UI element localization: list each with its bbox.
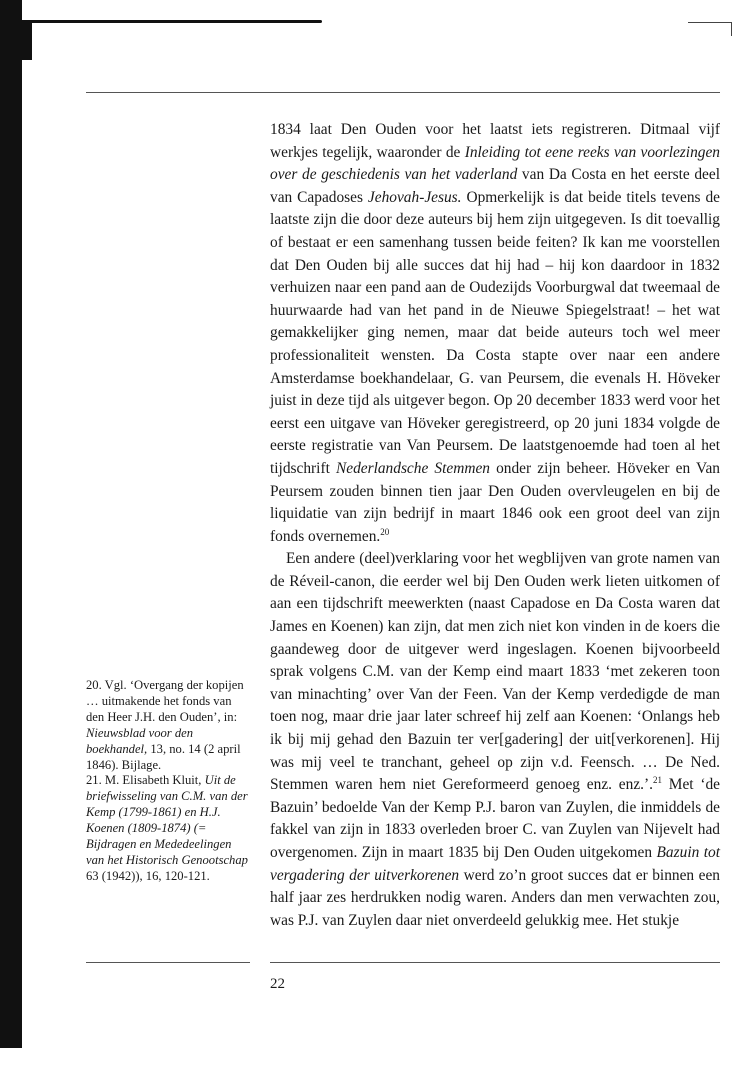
footer-rule (270, 962, 720, 963)
paragraph-2: Een andere (deel)verklaring voor het wegblijven van grote namen van de Réveil-canon, die eerder wel bij Den Ouden werk lieten uitkomen of aan een tijdschrift meewerkten (naast Capadose en Da Costa waren dat James en Koenen) kan zijn, dat men zich niet kon vinden in de koers die gaandeweg door de uitgever werd ingeslagen. Koenen bijvoorbeeld sprak volgens C.M. van der Kemp eind maart 1833 ‘met zekeren toon van minachting’ over Van der Feen. Van der Kemp verdedigde de man toen nog, maar drie jaar later schreef hij zelf aan Koenen: ‘Onlangs heb ik bij mij gehad den Bazuin ter ver[gadering] der uit[verkorenen]. Hij was mij veel te tranchant, geheel op zijn v.d. Feensch. … De Ned. Stemmen waren hem niet Gereformeerd genoeg enz. enz.’.$^{21}$ Met ‘de Bazuin’ bedoelde Van der Kemp P.J. baron van Zuylen, die inmiddels de fakkel van zijn in 1833 overleden broer C. van Zuylen van Nijevelt had overgenomen. Zijn in maart 1835 bij Den Ouden uitgekomen Bazuin tot vergadering der uitverkorenen werd zo’n groot succes dat er binnen een half jaar zes herdrukken nodig waren. Anders dan men verwachten zou, was P.J. van Zuylen daar niet onverdeeld gelukkig mee. Het stukje (270, 550, 721, 929)
scan-edge-shadow (0, 0, 22, 1048)
main-text-column (270, 119, 720, 932)
footnote-ref-21: 21 (652, 775, 662, 786)
footnote-20: 20. Vgl. ‘Overgang der kopijen … uitmakende het fonds van den Heer J.H. den Ouden’, in: Nieuwsblad voor den boekhandel, 13, no. 14 (2 april 1846). Bijlage. (86, 678, 244, 772)
footnote-21: 21. M. Elisabeth Kluit, Uit de briefwisseling van C.M. van der Kemp (1799-1861) en H.J. Koenen (1809-1874) (= Bijdragen en Mededeelingen van het Historisch Genootschap 63 (1942)), 16, 120-121. (86, 773, 248, 883)
header-rule (86, 92, 720, 93)
footnotes-column (86, 678, 252, 885)
page-number: 22 (270, 976, 285, 992)
crop-mark (688, 22, 732, 23)
paragraph-1: 1834 laat Den Ouden voor het laatst iets registreren. Ditmaal vijf werkjes tegelijk, waaronder de Inleiding tot eene reeks van voorlezingen over de geschiedenis van het vaderland van Da Costa en het eerste deel van Capadoses Jehovah-Jesus. Opmerkelijk is dat beide titels tevens de laatste zijn die door deze auteurs bij hem zijn uitgegeven. Is dit toevallig of bestaat er een samenhang tussen beide feiten? Ik kan me voorstellen dat Den Ouden bij alle succes dat hij had – hij kon daardoor in 1832 verhuizen naar een pand aan de Oudezijds Voorburgwal dat tweemaal de huurwaarde had van het pand in de Nieuwe Spiegelstraat! – het wat gemakkelijker ging nemen, maar dat beide auteurs toch wel meer professionaliteit wensten. Da Costa stapte over naar een andere Amsterdamse boekhandelaar, G. van Peursem, die evenals H. Höveker juist in deze tijd als uitgever begon. Op 20 december 1833 werd voor het eerst een uitgave van Höveker geregistreerd, op 20 juni 1834 volgde de eerste registratie van Van Peursem. De laatstgenoemde had toen al het tijdschrift Nederlandsche Stemmen onder zijn beheer. Höveker en Van Peursem zouden binnen tien jaar Den Ouden overvleugelen en bij de liquidatie van zijn bedrijf in maart 1846 ook een groot deel van zijn fonds overnemen.$^{20}$ (270, 121, 720, 545)
scan-corner-mark-vertical (22, 20, 32, 60)
footnote-ref-20: 20 (380, 526, 390, 537)
scan-corner-mark (22, 20, 322, 23)
footnote-bottom-rule (86, 962, 250, 963)
crop-mark-vertical (731, 22, 732, 36)
